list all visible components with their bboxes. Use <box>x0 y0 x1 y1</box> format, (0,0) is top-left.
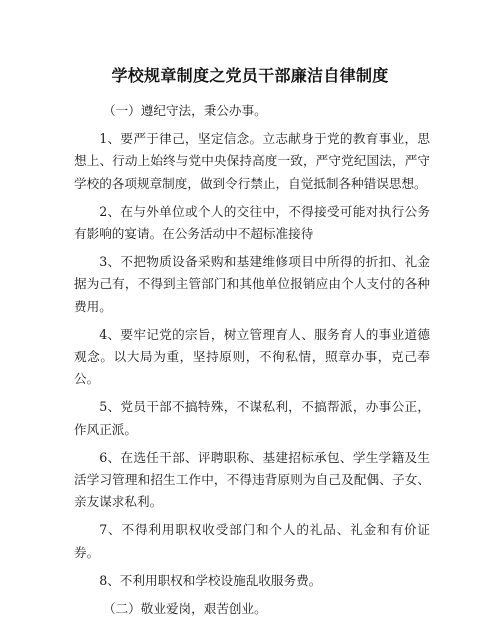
paragraph-3: 3、不把物质设备采购和基建维修项目中所得的折扣、礼金据为己有，不得到主管部门和其他单位报销应由个人支付的各种费用。 <box>74 254 430 314</box>
paragraph-5: 5、党员干部不搞特殊，不谋私利，不搞帮派，办事公正，作风正派。 <box>74 399 430 437</box>
paragraph-7: 7、不得利用职权收受部门和个人的礼品、礼金和有价证券。 <box>74 522 430 560</box>
paragraph-6: 6、在选任干部、评聘职称、基建招标承包、学生学籍及生活学习管理和招生工作中，不得违背原则为自己及配偶、子女、亲友谋求私利。 <box>74 449 430 510</box>
paragraph-8: 8、不利用职权和学校设施乱收服务费。 <box>99 572 322 588</box>
document-body <box>74 100 430 626</box>
paragraph-1: 1、要严于律己，坚定信念。立志献身于党的教育事业，思想上、行动上始终与党中央保持高度一致，严守党纪国法，严守学校的各项规章制度，做到令行禁止，自觉抵制各种错误思想。 <box>74 131 430 191</box>
paragraph-4: 4、要牢记党的宗旨，树立管理育人、服务育人的事业道德观念。以大局为重，坚持原则，不徇私情，照章办事，克己奉公。 <box>74 326 430 387</box>
section-heading-2: （二）敬业爱岗，艰苦创业。 <box>102 601 267 617</box>
paragraph-2: 2、在与外单位或个人的交往中，不得接受可能对执行公务有影响的宴请。在公务活动中不超标准接待 <box>74 203 430 242</box>
section-heading-1: （一）遵纪守法，秉公办事。 <box>102 103 267 118</box>
document-title: 学校规章制度之党员干部廉洁自律制度 <box>111 66 389 85</box>
